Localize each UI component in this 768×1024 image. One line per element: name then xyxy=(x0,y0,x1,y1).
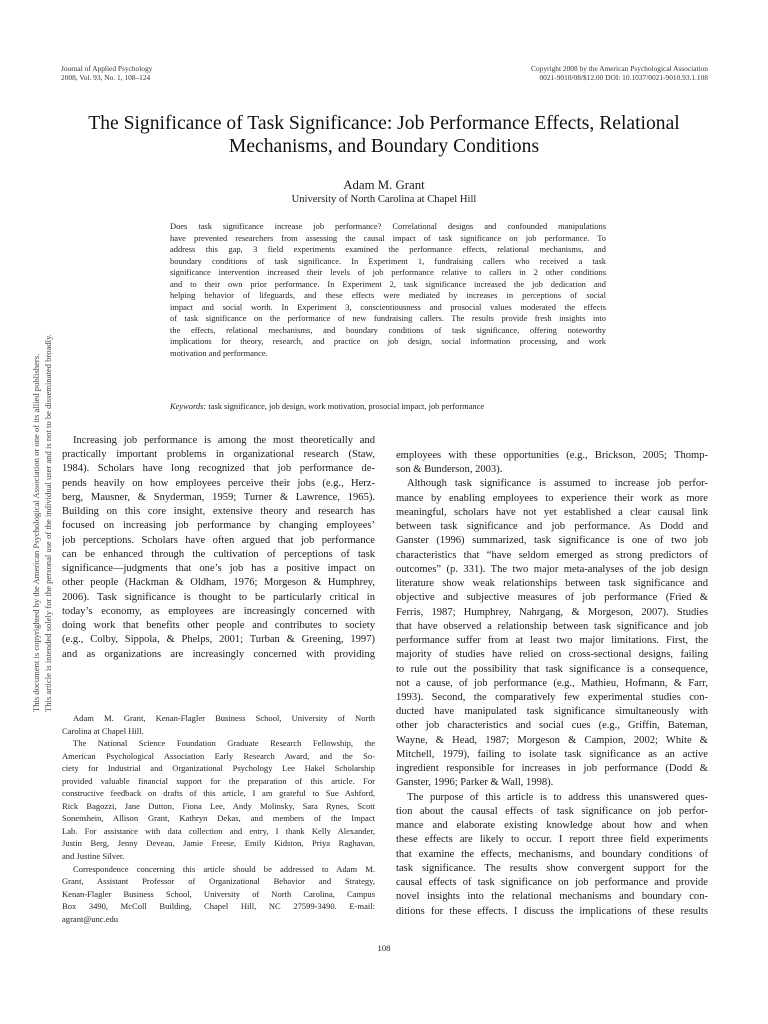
body-line: Ganster (1996) summarized, task significance is one of two job xyxy=(396,535,708,547)
body-line: and as organizations are increasingly concerned with providing xyxy=(62,648,375,660)
keywords-label: Keywords: xyxy=(170,401,207,411)
body-line: ingredient responsible for increases in job performance (Dodd & xyxy=(396,763,708,775)
footnote-line: Correspondence concerning this article should be addressed to Adam M. xyxy=(73,863,375,874)
footnote-line: agrant@unc.edu xyxy=(62,913,119,924)
footnote-line: Rick Bagozzi, Jane Dutton, Fiona Lee, Andy Molinsky, Sara Rynes, Scott xyxy=(62,800,375,811)
body-line: mance and elaborate existing knowledge about how and when xyxy=(396,820,708,832)
side-copyright-notice xyxy=(30,334,54,712)
running-header-right xyxy=(531,64,708,82)
running-header-left xyxy=(61,64,152,82)
author-affiliation: University of North Carolina at Chapel Hill xyxy=(291,194,477,205)
side-notice-line: This article is intended solely for the personal use of the individual user and is not to be disseminated broadly. xyxy=(43,334,53,712)
footnote-line: ciety for Industrial and Organizational Psychology Lee Hakel Scholarship xyxy=(62,763,375,774)
body-line: job perceptions. Scholars have often argued that job performance xyxy=(62,534,375,546)
body-line: pends heavily on how employees perceive their jobs (e.g., Herz- xyxy=(62,477,375,489)
abstract-line: have prevented researchers from assessing the causal impact of task significance on job performance. To xyxy=(170,232,606,243)
body-line: today’s economy, as employees are increasingly concerned with xyxy=(62,605,375,617)
body-line: task significance. The results show convergent support for the xyxy=(396,862,708,874)
body-line: practically important problems in organizational research (Staw, xyxy=(62,449,375,461)
author-name: Adam M. Grant xyxy=(343,178,425,192)
body-line: 1993). Second, the comparatively few experimental studies con- xyxy=(396,691,708,703)
footnote-line: and Justine Silver. xyxy=(62,851,125,862)
body-line: performance suffer from at least two major limitations. First, the xyxy=(396,635,708,647)
keywords-text: task significance, job design, work motivation, prosocial impact, job performance xyxy=(208,401,485,411)
body-right-column xyxy=(396,449,708,919)
abstract-line: boundary conditions of task significance. In Experiment 1, fundraising callers who received a task xyxy=(170,255,606,266)
body-line: literature show weak relationships between task significance and xyxy=(396,578,708,590)
body-line: Building on this core insight, extensive theory and research has xyxy=(62,506,375,518)
abstract-line: helping behavior of lifeguards, and these effects were mediated by increases in perceptions of social xyxy=(170,290,606,301)
body-line: significance—judgments that one’s job has a positive impact on xyxy=(62,563,375,575)
body-line: 1984). Scholars have long recognized that job performance de- xyxy=(62,463,375,475)
footnote-line: The National Science Foundation Graduate Research Fellowship, the xyxy=(73,738,375,749)
body-line: that examine the effects, mechanisms, and boundary conditions of xyxy=(396,848,708,860)
body-line: majority of studies have relied on cross-sectional designs, failing xyxy=(396,649,708,661)
body-line: Although task significance is assumed to increase job perfor- xyxy=(407,478,708,490)
body-line: other job characteristics and social cues (e.g., Griffin, Bateman, xyxy=(396,720,708,732)
body-line: between task significance and job performance. As Dodd and xyxy=(396,521,708,533)
body-line: characteristics that “have seldom emerged as strong predictors of xyxy=(396,549,708,561)
body-line: The purpose of this article is to address this unanswered ques- xyxy=(407,791,708,803)
body-line: Wayne, & Head, 1987; Morgeson & Campion, 2002; White & xyxy=(396,734,708,746)
body-line: meaningful, scholars have not yet established a clear causal link xyxy=(396,506,708,518)
journal-volume: 2008, Vol. 93, No. 1, 108–124 xyxy=(61,73,151,82)
body-line: ditions for these effects. I discuss the implications of these results xyxy=(396,905,708,917)
abstract-line: and to their own prior performance. In Experiment 2, task significance increased the job dedication and xyxy=(170,278,606,289)
body-line: can be enhanced through the cultivation of perceptions of task xyxy=(62,548,375,560)
body-line: mance by enabling employees to experience their work as more xyxy=(396,492,708,504)
body-line: doing work that benefits other people and contributes to society xyxy=(62,620,375,632)
body-line: berg, Mausner, & Snyderman, 1959; Turner & Lawrence, 1965). xyxy=(62,491,375,503)
body-line: employees with these opportunities (e.g., Brickson, 2005; Thomp- xyxy=(396,450,708,461)
body-line: Ganster, 1996; Parker & Wall, 1998). xyxy=(396,777,554,789)
body-line: causal effects of task significance on job performance and provide xyxy=(396,877,708,889)
body-line: objective and subjective measures of job performance (Fried & xyxy=(396,592,708,604)
body-line: not a cause, of job performance (e.g., Mathieu, Hofmann, & Farr, xyxy=(396,677,708,689)
body-line: focused on increasing job performance by changing employees’ xyxy=(62,520,375,532)
footnote-line: constructive feedback on drafts of this article, I am grateful to Sue Ashford, xyxy=(62,788,375,799)
keywords xyxy=(170,401,620,412)
abstract-line: implications for theory, research, and practice on job design, social information processing, and work xyxy=(170,336,606,347)
abstract-line: motivation and performance. xyxy=(170,348,268,359)
body-line: Ferris, 1987; Humphrey, Nahrgang, & Morgeson, 2007). Studies xyxy=(396,606,708,618)
body-line: other people (Hackman & Oldham, 1976; Morgeson & Humphrey, xyxy=(62,577,375,589)
footnote-line: Kenan-Flagler Business School, University of North Carolina, Campus xyxy=(62,888,375,899)
body-left-column xyxy=(62,434,375,662)
title-line: The Significance of Task Significance: Job Performance Effects, Relational xyxy=(88,113,680,134)
article-title xyxy=(40,112,728,158)
doi-line: 0021-9010/08/$12.00 DOI: 10.1037/0021-9010.93.1.108 xyxy=(539,73,708,82)
footnote-line: provided valuable financial support for the preparation of this article. For xyxy=(62,775,375,786)
body-line: son & Bunderson, 2003). xyxy=(396,464,503,476)
footnote-line: Lab. For assistance with data collection and entry, I thank Kelly Alexander, xyxy=(62,825,375,836)
footnote-line: Sonenshein, Allison Grant, Kathryn Dekas, and members of the Impact xyxy=(62,813,375,824)
copyright-notice: Copyright 2008 by the American Psychological Association xyxy=(531,64,708,73)
body-line: novel insights into the relational mechanisms and boundary con- xyxy=(396,891,708,903)
abstract-line: Does task significance increase job performance? Correlational designs and confounded manipulations xyxy=(170,221,606,231)
abstract-line: of task significance on the performance of new fundraising callers. The results provide fresh insights into xyxy=(170,313,606,324)
footnote-line: Carolina at Chapel Hill. xyxy=(62,725,144,736)
title-line: Mechanisms, and Boundary Conditions xyxy=(228,136,540,157)
body-line: that have observed a relationship between task significance and job xyxy=(396,620,708,632)
footnote-line: Grant, Assistant Professor of Organizational Behavior and Strategy, xyxy=(62,876,375,887)
abstract-line: address this gap, 3 field experiments examined the performance effects, relational mechanisms, and xyxy=(170,244,606,255)
abstract-line: the effects, relational mechanisms, and boundary conditions of task significance, offering noteworthy xyxy=(170,324,606,335)
body-line: (e.g., Colby, Sippola, & Phelps, 2001; Turban & Greening, 1997) xyxy=(62,634,375,646)
abstract-line: significance intervention increased their levels of job performance relative to callers in 2 other conditions xyxy=(170,267,606,278)
abstract-line: impact and social worth. In Experiment 3, conscientiousness and prosocial values moderated the effects xyxy=(170,301,606,312)
author-footnote xyxy=(62,712,375,925)
body-line: these effects are likely to occur. I report three field experiments xyxy=(396,834,708,846)
body-line: to rule out the possibility that task significance is a consequence, xyxy=(396,663,708,675)
footnote-line: American Psychological Association Early Research Award, and the So- xyxy=(62,750,375,761)
body-line: Increasing job performance is among the most theoretically and xyxy=(73,435,375,446)
body-line: tion about the causal effects of task significance on job perfor- xyxy=(396,805,708,817)
body-line: outcomes” (p. 331). The two major meta-analyses of the job design xyxy=(396,563,708,575)
body-line: 2006). Task significance is thought to be particularly critical in xyxy=(62,591,375,603)
side-notice-line: This document is copyrighted by the American Psychological Association or one of its allied publishers. xyxy=(31,353,41,712)
footnote-line: Justin Berg, Jenny Deveau, Jamie Freese, Emily Kidston, Priya Raghavan, xyxy=(62,838,375,849)
footnote-line: Adam M. Grant, Kenan-Flagler Business School, University of North xyxy=(73,713,375,723)
body-line: Mitchell, 1979), failing to isolate task significance as an active xyxy=(396,748,708,760)
abstract xyxy=(170,221,606,360)
footnote-line: Box 3490, McColl Building, Chapel Hill, NC 27599-3490. E-mail: xyxy=(62,901,375,912)
journal-name: Journal of Applied Psychology xyxy=(61,64,153,73)
body-line: ducted have manipulated task significance simultaneously with xyxy=(396,706,708,718)
page-number: 108 xyxy=(377,943,391,953)
